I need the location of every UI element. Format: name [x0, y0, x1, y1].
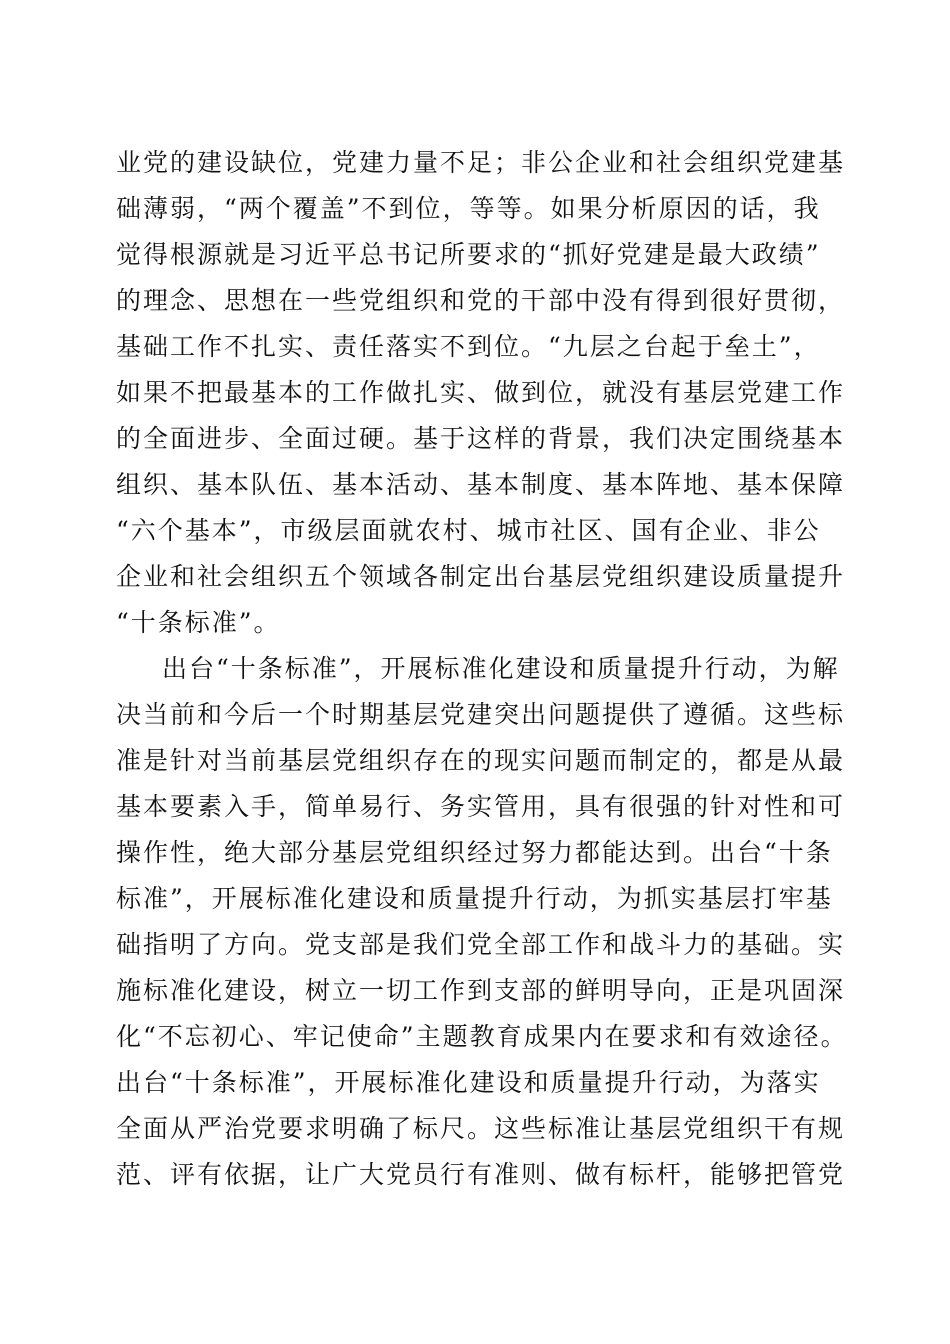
- text-line: 觉得根源就是习近平总书记所要求的“抓好党建是最大政绩”: [116, 240, 821, 269]
- text-line: 标准”，开展标准化建设和质量提升行动，为抓实基层打牢基: [116, 884, 833, 913]
- paragraph-first-line: 出台“十条标准”，开展标准化建设和质量提升行动，为解: [162, 654, 840, 683]
- text-line: 组织、基本队伍、基本活动、基本制度、基本阵地、基本保障: [116, 470, 846, 499]
- text-line: 化“不忘初心、牢记使命”主题教育成果内在要求和有效途径。: [116, 1022, 848, 1051]
- text-line: 基础工作不扎实、责任落实不到位。“九层之台起于垒土”，: [116, 332, 821, 361]
- text-line: 全面从严治党要求明确了标尺。这些标准让基层党组织干有规: [116, 1114, 846, 1143]
- text-line: 础薄弱，“两个覆盖”不到位，等等。如果分析原因的话，我: [116, 194, 821, 223]
- text-line: 的理念、思想在一些党组织和党的干部中没有得到很好贯彻，: [116, 286, 846, 315]
- text-line: 的全面进步、全面过硬。基于这样的背景，我们决定围绕基本: [116, 424, 846, 453]
- text-line: 基本要素入手，简单易行、务实管用，具有很强的针对性和可: [116, 792, 846, 821]
- text-line: 范、评有依据，让广大党员行有准则、做有标杆，能够把管党: [116, 1160, 846, 1189]
- text-line: “六个基本”，市级层面就农村、城市社区、国有企业、非公: [116, 516, 821, 545]
- text-line: 操作性，绝大部分基层党组织经过努力都能达到。出台“十条: [116, 838, 833, 867]
- text-line: 决当前和今后一个时期基层党建突出问题提供了遵循。这些标: [116, 700, 846, 729]
- text-line: 如果不把最基本的工作做扎实、做到位，就没有基层党建工作: [116, 378, 846, 407]
- text-line: 施标准化建设，树立一切工作到支部的鲜明导向，正是巩固深: [116, 976, 846, 1005]
- text-line: 出台“十条标准”，开展标准化建设和质量提升行动，为落实: [116, 1068, 821, 1097]
- text-line: 业党的建设缺位，党建力量不足；非公企业和社会组织党建基: [116, 148, 846, 177]
- text-line: 准是针对当前基层党组织存在的现实问题而制定的，都是从最: [116, 746, 846, 775]
- text-line: “十条标准”。: [116, 608, 281, 637]
- text-line: 础指明了方向。党支部是我们党全部工作和战斗力的基础。实: [116, 930, 846, 959]
- text-line: 企业和社会组织五个领域各制定出台基层党组织建设质量提升: [116, 562, 846, 591]
